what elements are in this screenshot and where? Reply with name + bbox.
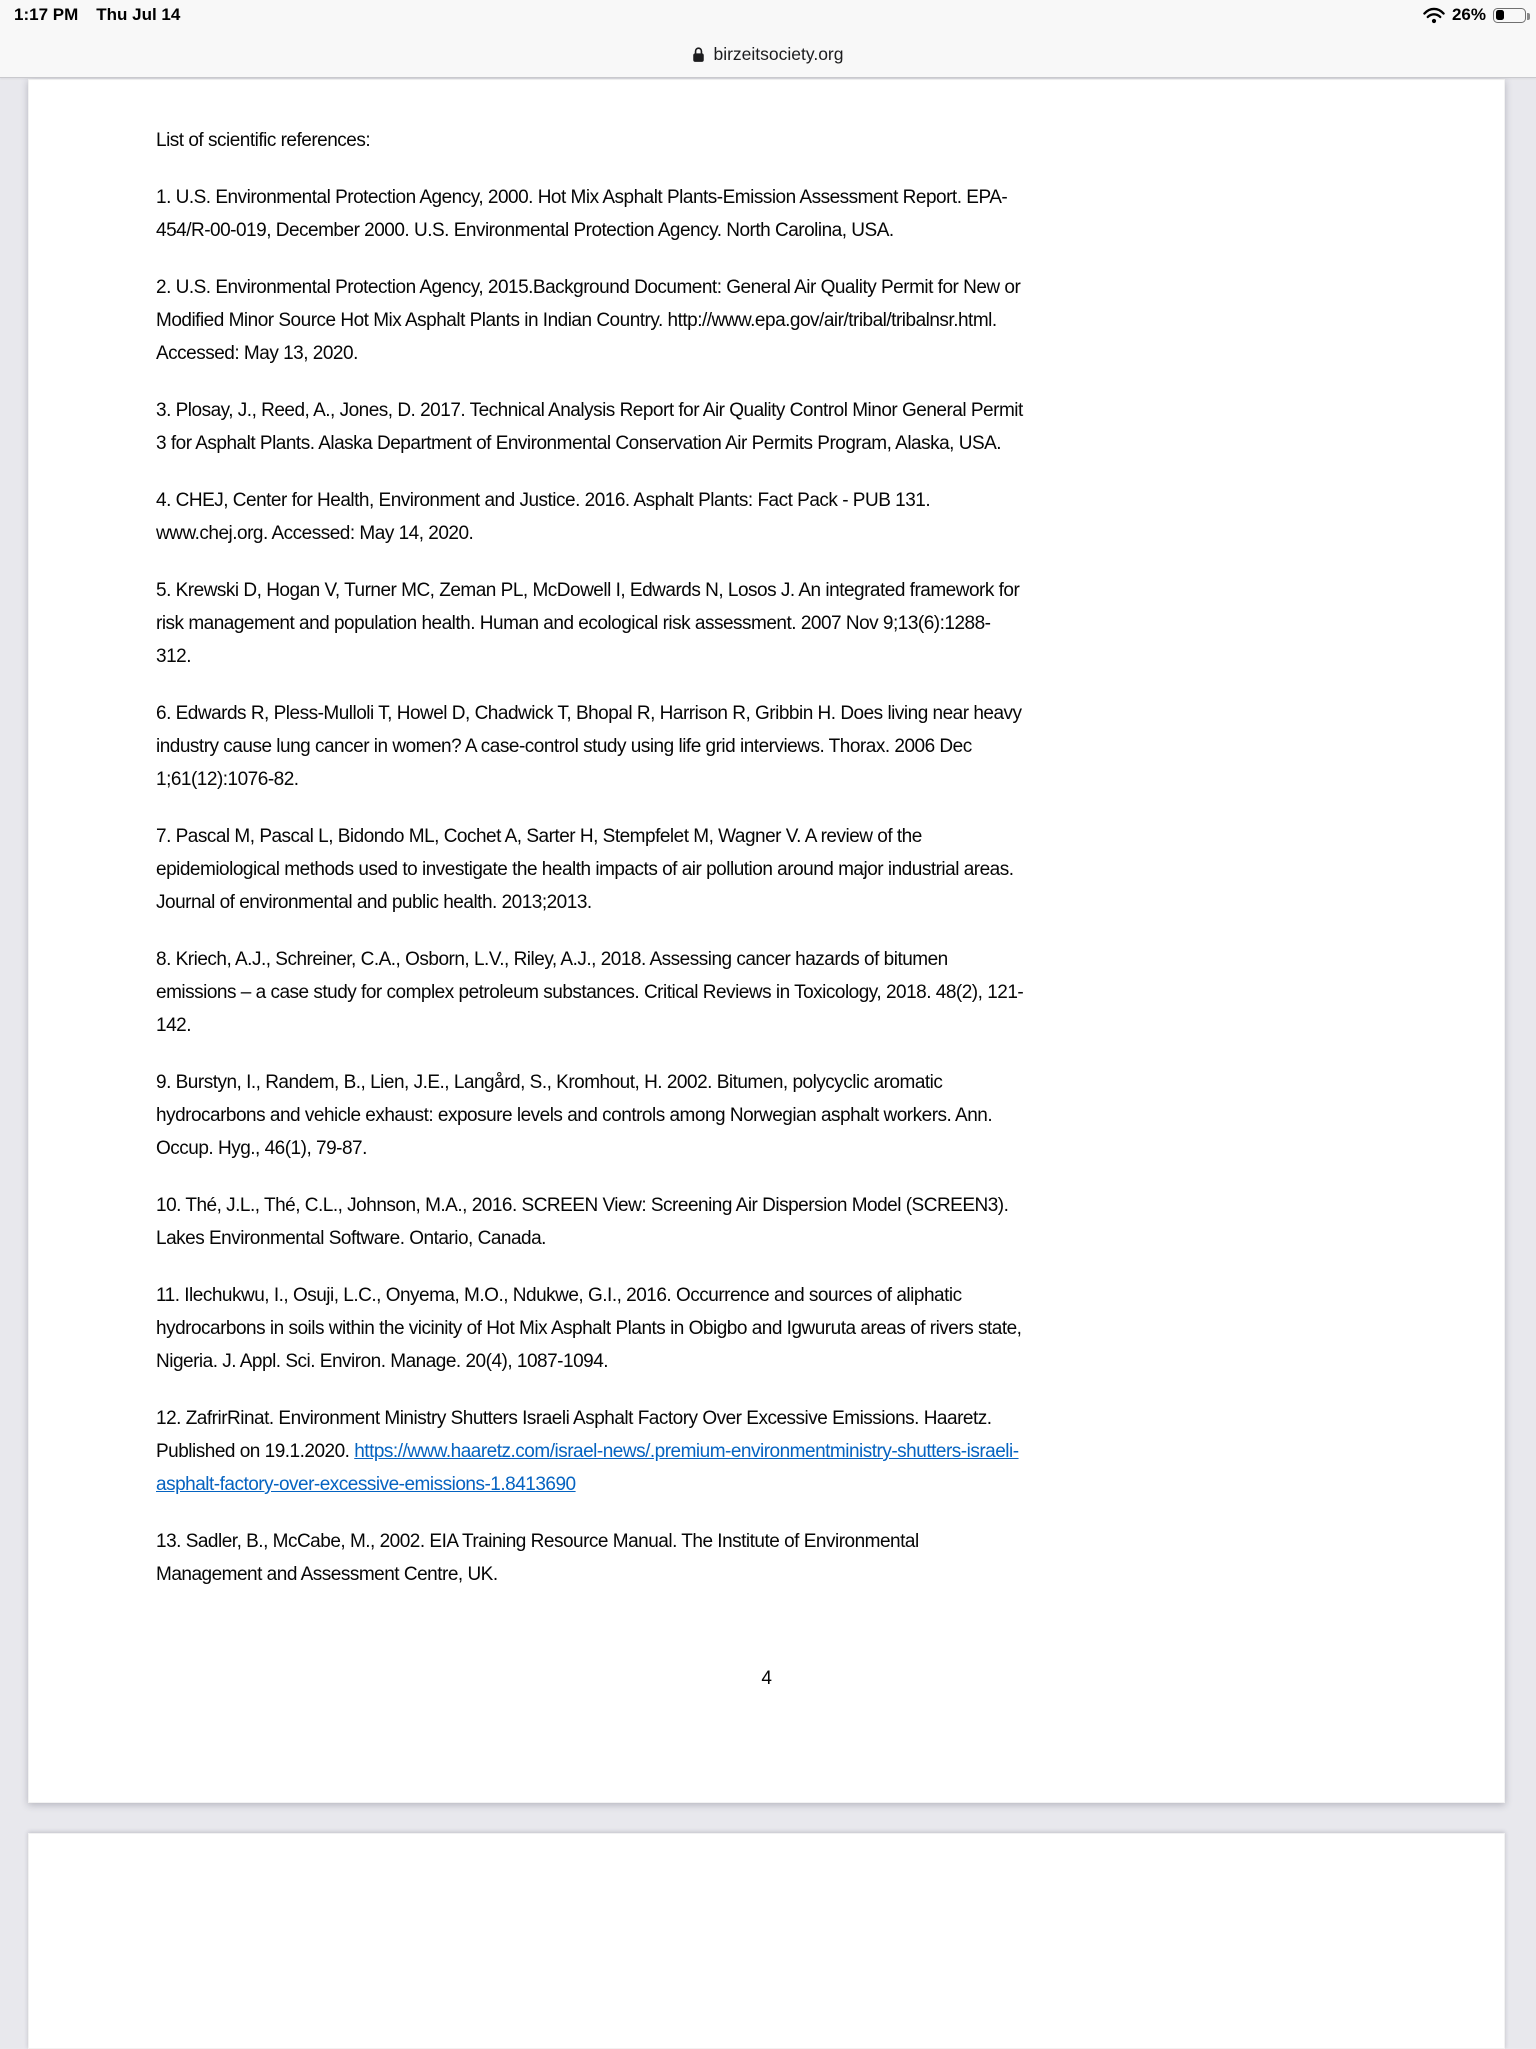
- reference-item: [156, 1402, 1024, 1501]
- battery-nub: [1527, 13, 1530, 20]
- document-heading: List of scientific references:: [156, 130, 371, 151]
- status-time: 1:17 PM: [14, 5, 79, 24]
- reference-item: 2. U.S. Environmental Protection Agency, 2015.Background Document: General Air Quality Permit for New or Modified Minor Source Hot Mix Asphalt Plants in Indian Country. http://www.epa.gov/air/tribal/tribalnsr.html. Accessed: May 13, 2020.: [156, 277, 1021, 364]
- reference-item: 8. Kriech, A.J., Schreiner, C.A., Osborn, L.V., Riley, A.J., 2018. Assessing cancer hazards of bitumen emissions – a case study for complex petroleum substances. Critical Reviews in Toxicology, 2018. 48(2), 121-142.: [156, 949, 1024, 1036]
- pdf-canvas: [0, 79, 1536, 2048]
- reference-item-text: 12. ZafrirRinat. Environment Ministry Shutters Israeli Asphalt Factory Over Excessive Emissions. Haaretz. Published on 19.1.2020.: [156, 1408, 992, 1462]
- reference-item: 13. Sadler, B., McCabe, M., 2002. EIA Training Resource Manual. The Institute of Environmental Management and Assessment Centre, UK.: [156, 1531, 919, 1585]
- reference-item: 1. U.S. Environmental Protection Agency, 2000. Hot Mix Asphalt Plants-Emission Assessment Report. EPA-454/R-00-019, December 2000. U.S. Environmental Protection Agency. North Carolina, USA.: [156, 187, 1008, 241]
- battery-icon: [1493, 8, 1526, 23]
- pdf-page-2: [28, 1833, 1505, 2049]
- battery-percent: 26%: [1451, 5, 1486, 24]
- reference-item: 11. Ilechukwu, I., Osuji, L.C., Onyema, M.O., Ndukwe, G.I., 2016. Occurrence and sources of aliphatic hydrocarbons in soils within the vicinity of Hot Mix Asphalt Plants in Obigbo and Igwuruta areas of rivers state, Nigeria. J. Appl. Sci. Environ. Manage. 20(4), 1087-1094.: [156, 1285, 1022, 1372]
- reference-item: 3. Plosay, J., Reed, A., Jones, D. 2017. Technical Analysis Report for Air Quality Control Minor General Permit 3 for Asphalt Plants. Alaska Department of Environmental Conservation Air Permits Program, Alaska, USA.: [156, 400, 1023, 454]
- battery-fill: [1496, 10, 1504, 20]
- safari-toolbar: [0, 0, 1536, 78]
- reference-link[interactable]: https://www.haaretz.com/israel-news/.premium-environmentministry-shutters-israeli-asphalt-factory-over-excessive-emissions-1.8413690: [156, 1441, 1019, 1495]
- wifi-icon: [1423, 7, 1445, 24]
- url-text: birzeitsociety.org: [713, 43, 844, 64]
- reference-item: 9. Burstyn, I., Randem, B., Lien, J.E., Langård, S., Kromhout, H. 2002. Bitumen, polycyclic aromatic hydrocarbons and vehicle exhaust: exposure levels and controls among Norwegian asphalt workers. Ann. Occup. Hyg., 46(1), 79-87.: [156, 1072, 993, 1159]
- page-1-body: [29, 80, 1504, 1802]
- reference-item: 7. Pascal M, Pascal L, Bidondo ML, Cochet A, Sarter H, Stempfelet M, Wagner V. A review of the epidemiological methods used to investigate the health impacts of air pollution around major industrial areas. Journal of environmental and public health. 2013;2013.: [156, 826, 1014, 913]
- reference-item: 10. Thé, J.L., Thé, C.L., Johnson, M.A., 2016. SCREEN View: Screening Air Dispersion Model (SCREEN3). Lakes Environmental Software. Ontario, Canada.: [156, 1195, 1009, 1249]
- status-date: Thu Jul 14: [96, 5, 181, 24]
- lock-icon: [692, 46, 705, 63]
- status-bar-left: [14, 5, 180, 25]
- reference-item: 6. Edwards R, Pless-Mulloli T, Howel D, Chadwick T, Bhopal R, Harrison R, Gribbin H. Does living near heavy industry cause lung cancer in women? A case-control study using life grid interviews. Thorax. 2006 Dec 1;61(12):1076-82.: [156, 703, 1022, 790]
- pdf-page-1: [28, 79, 1505, 1803]
- status-bar-right: [1423, 5, 1526, 25]
- page-number: 4: [761, 1668, 772, 1689]
- reference-item: 4. CHEJ, Center for Health, Environment and Justice. 2016. Asphalt Plants: Fact Pack - PUB 131. www.chej.org. Accessed: May 14, 2020.: [156, 490, 931, 544]
- references-text-block: [156, 124, 1024, 1591]
- reference-item: 5. Krewski D, Hogan V, Turner MC, Zeman PL, McDowell I, Edwards N, Losos J. An integrated framework for risk management and population health. Human and ecological risk assessment. 2007 Nov 9;13(6):1288-312.: [156, 580, 1020, 667]
- address-bar[interactable]: [0, 38, 1536, 70]
